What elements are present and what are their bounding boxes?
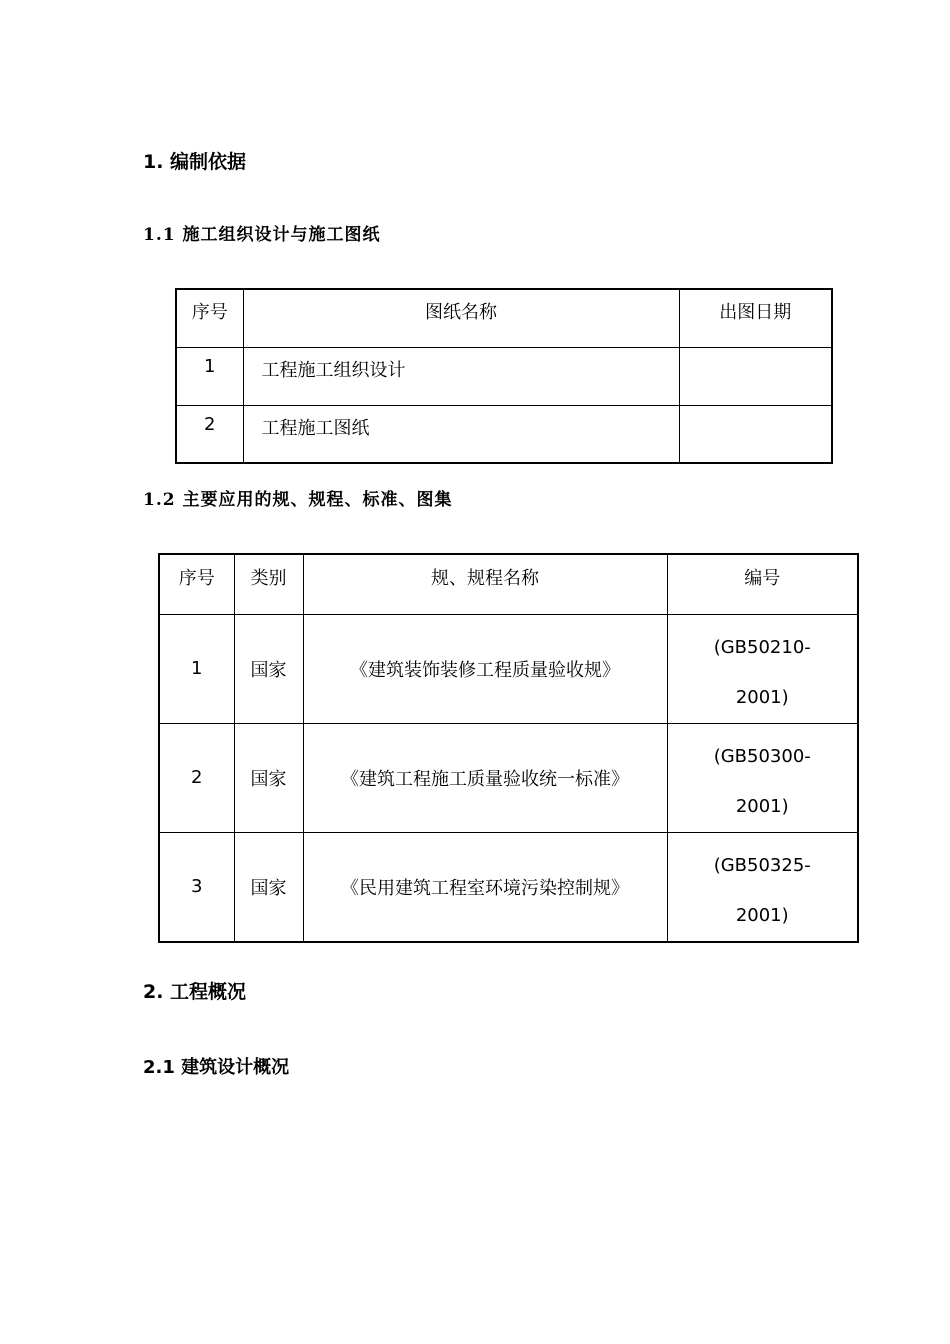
cell-name: 《民用建筑工程室环境污染控制规》 <box>303 832 667 942</box>
header-cell-no: 序号 <box>159 554 234 614</box>
cell-no: 1 <box>159 614 234 723</box>
table-row <box>159 723 858 832</box>
cell-code <box>667 832 858 942</box>
code-line-1: (GB50325- <box>713 854 811 876</box>
cell-name: 工程施工图纸 <box>243 405 679 463</box>
table-row <box>176 347 832 405</box>
section-1-heading: 1. 编制依据 <box>143 151 247 173</box>
cell-category: 国家 <box>234 832 303 942</box>
drawings-table <box>175 288 833 464</box>
cell-no: 1 <box>176 347 243 405</box>
cell-code <box>667 614 858 723</box>
standards-table <box>158 553 859 943</box>
subsection-1-2-heading: 1.2 主要应用的规、规程、标准、图集 <box>143 490 453 510</box>
cell-category: 国家 <box>234 723 303 832</box>
header-cell-name: 规、规程名称 <box>303 554 667 614</box>
table-row <box>159 614 858 723</box>
code-line-2: 2001) <box>735 686 789 708</box>
cell-no: 2 <box>176 405 243 463</box>
code-line-1: (GB50300- <box>713 745 811 767</box>
cell-name: 工程施工组织设计 <box>243 347 679 405</box>
cell-date <box>679 347 832 405</box>
table-header-row <box>159 554 858 614</box>
header-cell-category: 类别 <box>234 554 303 614</box>
header-cell-date: 出图日期 <box>679 289 832 347</box>
header-cell-code: 编号 <box>667 554 858 614</box>
header-cell-no: 序号 <box>176 289 243 347</box>
subsection-1-1-heading: 1.1 施工组织设计与施工图纸 <box>143 225 381 245</box>
code-line-2: 2001) <box>735 904 789 926</box>
cell-category: 国家 <box>234 614 303 723</box>
table-row <box>176 405 832 463</box>
code-line-1: (GB50210- <box>713 636 811 658</box>
cell-no: 2 <box>159 723 234 832</box>
header-cell-name: 图纸名称 <box>243 289 679 347</box>
table-header-row <box>176 289 832 347</box>
cell-name: 《建筑工程施工质量验收统一标准》 <box>303 723 667 832</box>
cell-no: 3 <box>159 832 234 942</box>
cell-code <box>667 723 858 832</box>
section-2-heading: 2. 工程概况 <box>143 981 247 1003</box>
subsection-2-1-heading: 2.1 建筑设计概况 <box>143 1057 290 1078</box>
cell-name: 《建筑装饰装修工程质量验收规》 <box>303 614 667 723</box>
code-line-2: 2001) <box>735 795 789 817</box>
table-row <box>159 832 858 942</box>
cell-date <box>679 405 832 463</box>
